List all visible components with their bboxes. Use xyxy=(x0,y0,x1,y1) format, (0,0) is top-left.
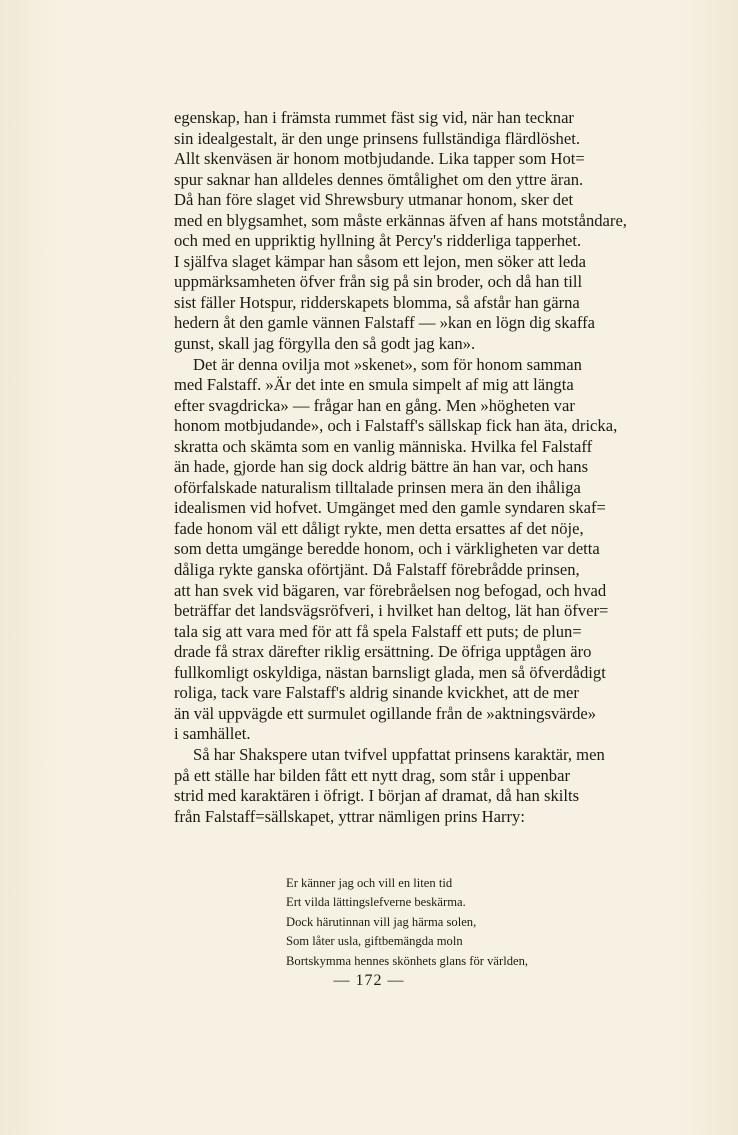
text-line: som detta umgänge beredde honom, och i värkligheten var detta xyxy=(174,539,600,559)
text-line: efter svagdricka» — frågar han en gång. Men »högheten var xyxy=(174,395,575,415)
text-line: än väl uppvägde ett surmulet ogillande från de »aktningsvärde» xyxy=(174,703,597,723)
text-line: skratta och skämta som en vanlig människa. Hvilka fel Falstaff xyxy=(174,436,593,456)
text-line: i samhället. xyxy=(174,724,251,744)
text-line: egenskap, han i främsta rummet fäst sig vid, när han tecknar xyxy=(174,108,574,127)
text-line: Det är denna ovilja mot »skenet», som för honom samman xyxy=(193,354,582,374)
text-line: med Falstaff. »Är det inte en smula simpelt af mig att längta xyxy=(174,375,574,395)
body-text xyxy=(174,108,627,827)
poem-line: Ert vilda lättingslefverne beskärma. xyxy=(286,895,466,910)
poem-line: Dock härutinnan vill jag härma solen, xyxy=(286,914,477,929)
text-line: spur saknar han alldeles dennes ömtålighet om den yttre äran. xyxy=(174,169,584,189)
text-line: roliga, tack vare Falstaff's aldrig sinande kvickhet, att de mer xyxy=(174,683,579,703)
text-line: fade honom väl ett dåligt rykte, men detta ersattes af det nöje, xyxy=(174,518,584,538)
text-line: Så har Shakspere utan tvifvel uppfattat prinsens karaktär, men xyxy=(193,744,605,764)
text-line: sin idealgestalt, är den unge prinsens fullständiga flärdlöshet. xyxy=(174,128,580,148)
text-line: Då han före slaget vid Shrewsbury utmanar honom, sker det xyxy=(174,190,574,210)
poem-line: Som låter usla, giftbemängda moln xyxy=(286,934,463,949)
text-line: beträffar det landsvägsröfveri, i hvilket han deltog, lät han öfver= xyxy=(174,601,609,621)
text-line: fullkomligt oskyldiga, nästan barnsligt glada, men så öfverdådigt xyxy=(174,662,606,682)
text-line: på ett ställe har bilden fått ett nytt drag, som står i uppenbar xyxy=(174,765,570,785)
text-line: drade få strax därefter riklig ersättning. De öfriga upptågen äro xyxy=(174,642,592,662)
text-line: från Falstaff=sällskapet, yttrar nämligen prins Harry: xyxy=(174,806,525,826)
text-line: tala sig att vara med för att få spela Falstaff ett puts; de plun= xyxy=(174,621,582,641)
page-number: — 172 — xyxy=(333,972,405,989)
text-line: med en blygsamhet, som måste erkännas äfven af hans motståndare, xyxy=(174,210,627,230)
text-line: dåliga rykte ganska oförtjänt. Då Falstaff förebrådde prinsen, xyxy=(174,560,580,580)
text-line: honom motbjudande», och i Falstaff's sällskap fick han äta, dricka, xyxy=(174,416,618,436)
text-line: idealismen vid hofvet. Umgänget med den gamle syndaren skaf= xyxy=(174,498,606,518)
text-line: strid med karaktären i öfrigt. I början af dramat, då han skilts xyxy=(174,786,580,806)
text-line: sist fäller Hotspur, ridderskapets blomma, så afstår han gärna xyxy=(174,292,580,312)
text-line: I själfva slaget kämpar han såsom ett lejon, men söker att leda xyxy=(174,251,586,271)
text-line: gunst, skall jag förgylla den så godt jag kan». xyxy=(174,334,476,354)
poem-line: Bortskymma hennes skönhets glans för världen, xyxy=(286,953,529,968)
text-line: och med en uppriktig hyllning åt Percy's ridderliga tapperhet. xyxy=(174,231,582,251)
text-line: uppmärksamheten öfver från sig på sin broder, och då han till xyxy=(174,272,583,292)
text-line: hedern åt den gamle vännen Falstaff — »kan en lögn dig skaffa xyxy=(174,313,596,333)
text-line: oförfalskade naturalism tilltalade prinsen mera än den ihåliga xyxy=(174,477,581,497)
poem-quote xyxy=(286,874,528,971)
text-line: än hade, gjorde han sig dock aldrig bättre än han var, och hans xyxy=(174,457,589,477)
poem-line: Er känner jag och vill en liten tid xyxy=(286,876,453,890)
text-line: att han svek vid bägaren, var förebråelsen nog befogad, och hvad xyxy=(174,580,607,600)
text-line: Allt skenväsen är honom motbjudande. Lika tapper som Hot= xyxy=(174,149,585,169)
